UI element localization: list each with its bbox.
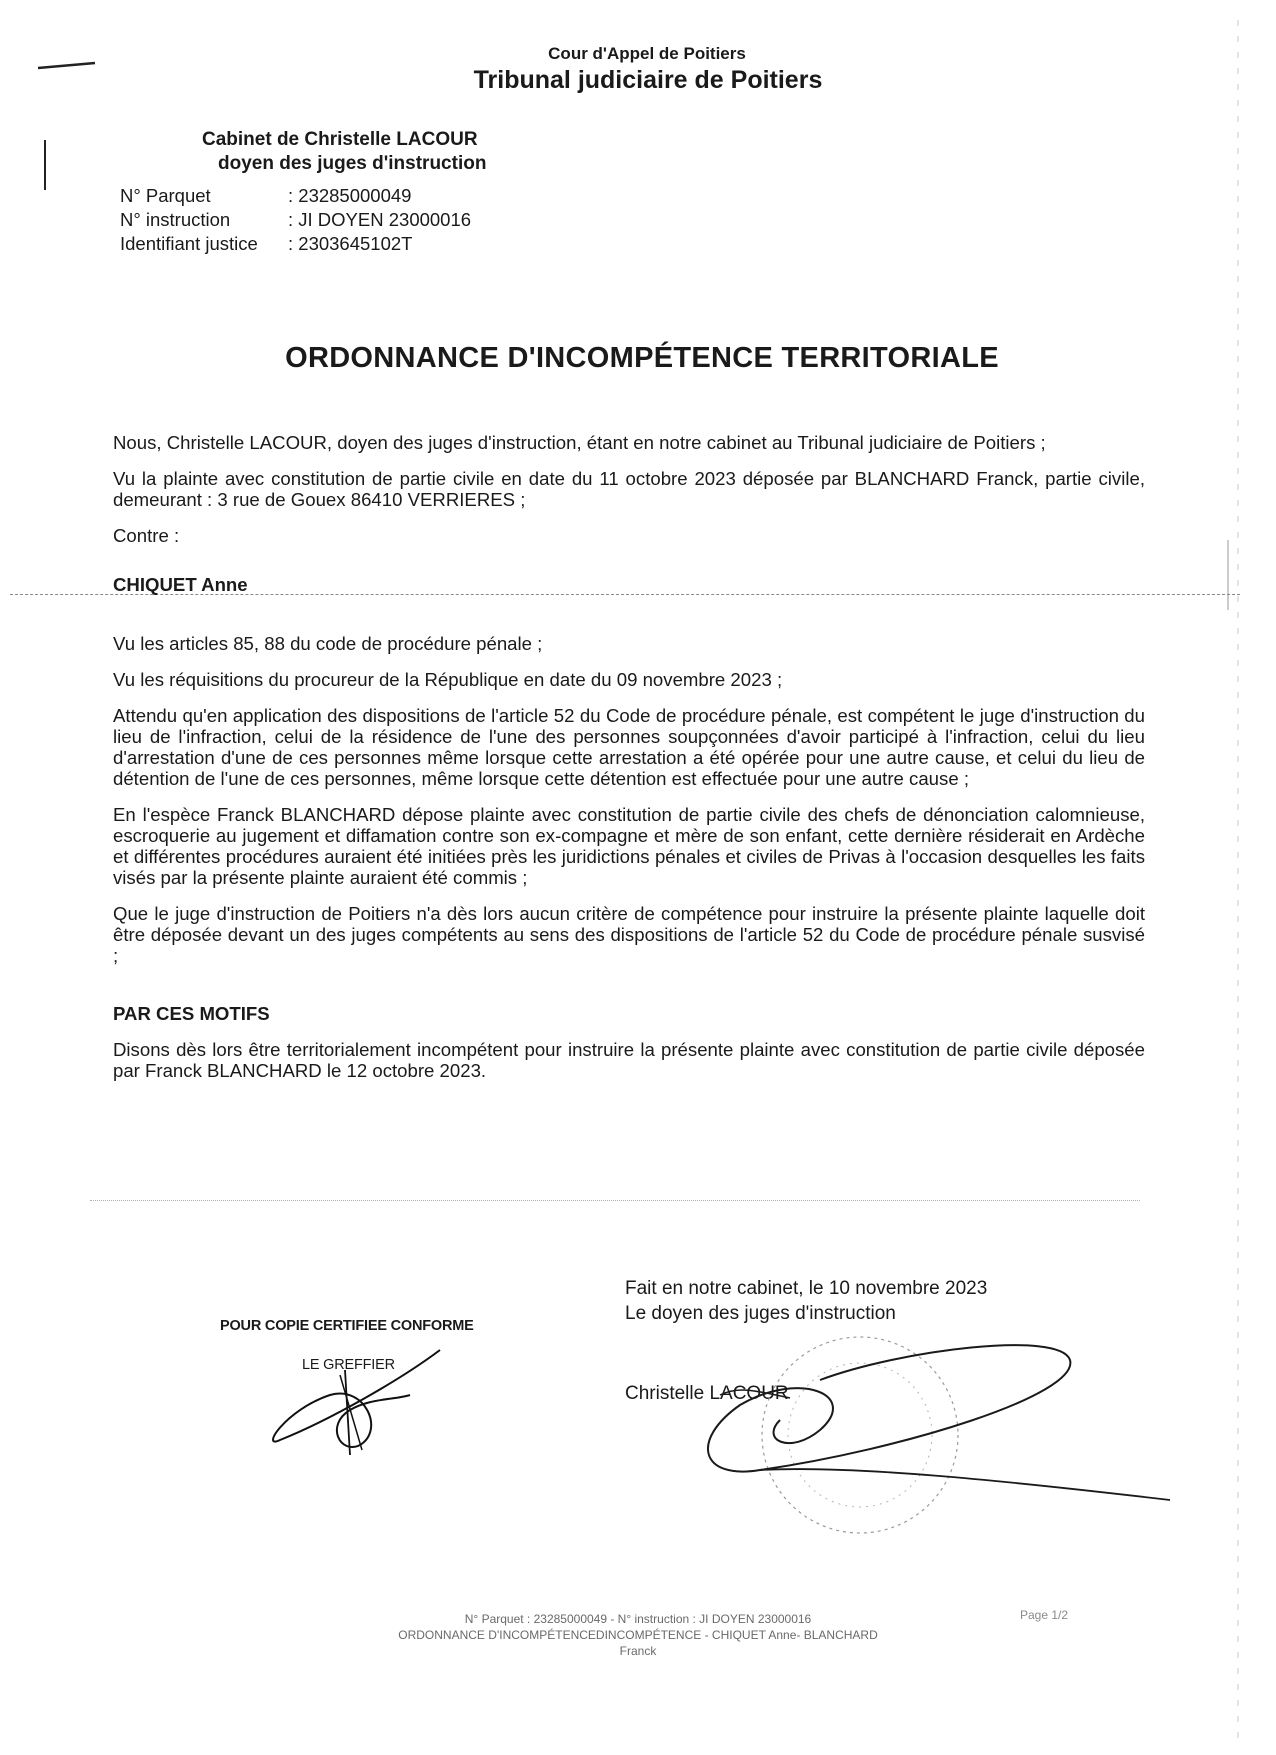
reference-label: Identifiant justice: [120, 233, 258, 254]
paragraph: Disons dès lors être territorialement incompétent pour instruire la présente plainte avec constitution de partie civile déposée par Franck BLANCHARD le 12 octobre 2023.: [113, 1039, 1145, 1081]
document-title: ORDONNANCE D'INCOMPÉTENCE TERRITORIALE: [285, 342, 999, 374]
paragraph: Vu la plainte avec constitution de partie civile en date du 11 octobre 2023 déposée par BLANCHARD Franck, partie civile, demeurant : 3 rue de Gouex 86410 VERRIERES ;: [113, 468, 1145, 510]
paragraph: Nous, Christelle LACOUR, doyen des juges d'instruction, étant en notre cabinet au Tribunal judiciaire de Poitiers ;: [113, 432, 1046, 453]
paragraph: En l'espèce Franck BLANCHARD dépose plainte avec constitution de partie civile des chefs de dénonciation calomnieuse, escroquerie au jugement et diffamation contre son ex-compagne et mère de son enfant, cette dernière résiderait en Ardèche et différentes procédures auraient été initiées près les juridictions pénales et civiles de Privas à l'occasion desquelles les faits visés par la présente plainte auraient été commis ;: [113, 804, 1145, 888]
paragraph: Vu les articles 85, 88 du code de procédure pénale ;: [113, 633, 543, 654]
defendant-name: CHIQUET Anne: [113, 574, 248, 595]
certification-label: POUR COPIE CERTIFIEE CONFORME: [220, 1318, 474, 1334]
reference-value: : 23285000049: [288, 185, 412, 206]
reference-label: N° Parquet: [120, 185, 211, 206]
tribunal-name: Tribunal judiciaire de Poitiers: [473, 66, 823, 94]
signer-name: Christelle LACOUR: [625, 1383, 789, 1404]
footer-name: Franck: [619, 1644, 657, 1658]
cabinet-line-1: Cabinet de Christelle LACOUR: [202, 129, 478, 150]
reference-value: : JI DOYEN 23000016: [288, 209, 472, 230]
clerk-label: LE GREFFIER: [302, 1357, 395, 1373]
cabinet-line-2: doyen des juges d'instruction: [218, 153, 487, 174]
reference-value: : 2303645102T: [288, 233, 413, 254]
reference-label: N° instruction: [120, 209, 231, 230]
paragraph: Attendu qu'en application des dispositions de l'article 52 du Code de procédure pénale, est compétent le juge d'instruction du lieu de l'infraction, celui de la résidence de l'une des personnes soupçonnées d'avoir participé à l'infraction, celui du lieu d'arrestation d'une de ces personnes même lorsque cette arrestation a été opérée pour une autre cause, et celui du lieu de détention de l'une de ces personnes, même lorsque cette détention est effectuée pour une autre cause ;: [113, 705, 1145, 789]
footer-reference: N° Parquet : 23285000049 - N° instruction : JI DOYEN 23000016: [464, 1612, 812, 1626]
paragraph: Vu les réquisitions du procureur de la République en date du 09 novembre 2023 ;: [113, 669, 783, 690]
paragraph: Que le juge d'instruction de Poitiers n'a dès lors aucun critère de compétence pour instruire la présente plainte laquelle doit être déposée devant un des juges compétents au sens des dispositions de l'article 52 du Code de procédure pénale susvisé ;: [113, 903, 1145, 966]
paragraph: Contre :: [113, 525, 180, 546]
signature-place-date: Fait en notre cabinet, le 10 novembre 2023: [625, 1278, 988, 1299]
signature-role: Le doyen des juges d'instruction: [625, 1303, 896, 1324]
page-number: Page 1/2: [1020, 1608, 1069, 1622]
motifs-heading: PAR CES MOTIFS: [113, 1003, 270, 1024]
court-name: Cour d'Appel de Poitiers: [548, 44, 746, 63]
footer-title: ORDONNANCE D'INCOMPÉTENCEDINCOMPÉTENCE - CHIQUET Anne- BLANCHARD: [398, 1628, 878, 1642]
